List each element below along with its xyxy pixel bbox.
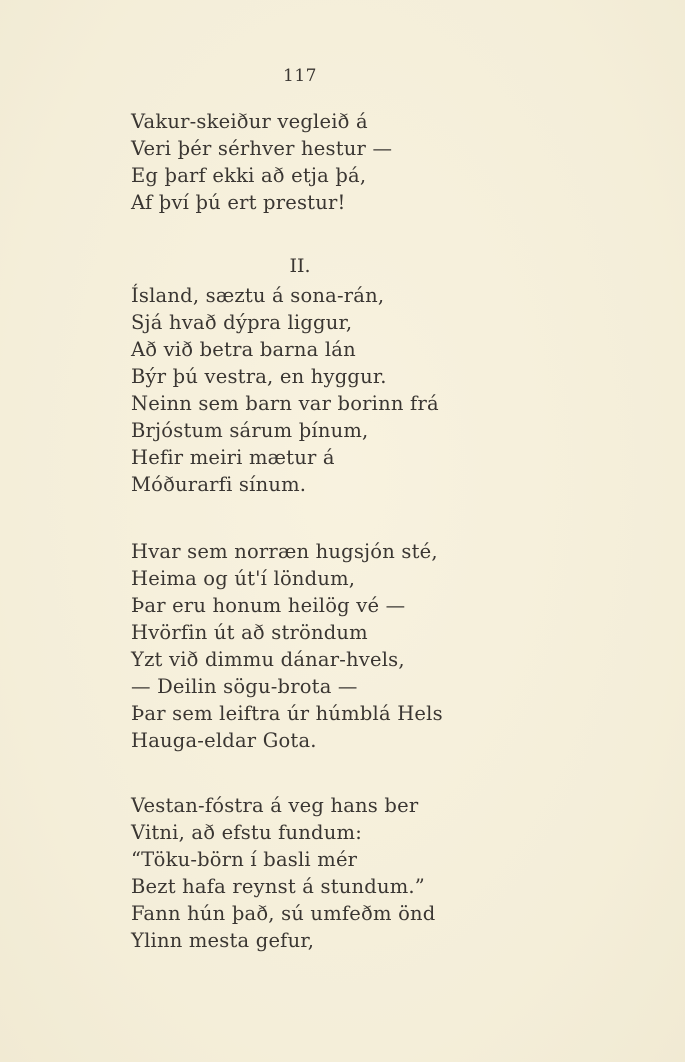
section-heading: II.	[289, 255, 311, 277]
poem-line: Af því þú ert prestur!	[131, 191, 346, 214]
poem-line: Hvar sem norræn hugsjón sté,	[131, 540, 438, 563]
poem-line: Neinn sem barn var borinn frá	[131, 392, 439, 415]
poem-line: Býr þú vestra, en hyggur.	[131, 365, 387, 388]
poem-line: Sjá hvað dýpra liggur,	[131, 311, 353, 334]
stanza-3	[131, 538, 443, 754]
stanza-4	[131, 792, 435, 954]
poem-line: Móðurarfi sínum.	[131, 473, 307, 496]
poem-line: Heima og út'í löndum,	[131, 567, 356, 590]
stanza-2	[131, 282, 439, 498]
poem-line: Vestan-fóstra á veg hans ber	[131, 794, 419, 817]
poem-line: Brjóstum sárum þínum,	[131, 419, 369, 442]
poem-line: Yzt við dimmu dánar-hvels,	[131, 648, 405, 671]
poem-line: “Töku-börn í basli mér	[131, 848, 358, 871]
poem-line: Hefir meiri mætur á	[131, 446, 335, 469]
poem-line: Þar eru honum heilög vé —	[131, 594, 406, 617]
poem-line: — Deilin sögu-brota —	[131, 675, 358, 698]
poem-line: Hauga-eldar Gota.	[131, 729, 317, 752]
poem-line: Vitni, að efstu fundum:	[131, 821, 362, 844]
poem-line: Veri þér sérhver hestur —	[131, 137, 393, 160]
stanza-1	[131, 108, 392, 216]
poem-line: Ísland, sæztu á sona-rán,	[131, 284, 385, 307]
poem-line: Vakur-skeiður vegleið á	[131, 110, 368, 133]
poem-line: Eg þarf ekki að etja þá,	[131, 164, 367, 187]
poem-line: Fann hún það, sú umfeðm önd	[131, 902, 436, 925]
poem-line: Þar sem leiftra úr húmblá Hels	[131, 702, 443, 725]
poem-line: Ylinn mesta gefur,	[131, 929, 315, 952]
poem-line: Að við betra barna lán	[131, 338, 356, 361]
poem-line: Hvörfin út að ströndum	[131, 621, 368, 644]
page-number: 117	[283, 66, 317, 86]
poem-line: Bezt hafa reynst á stundum.”	[131, 875, 425, 898]
